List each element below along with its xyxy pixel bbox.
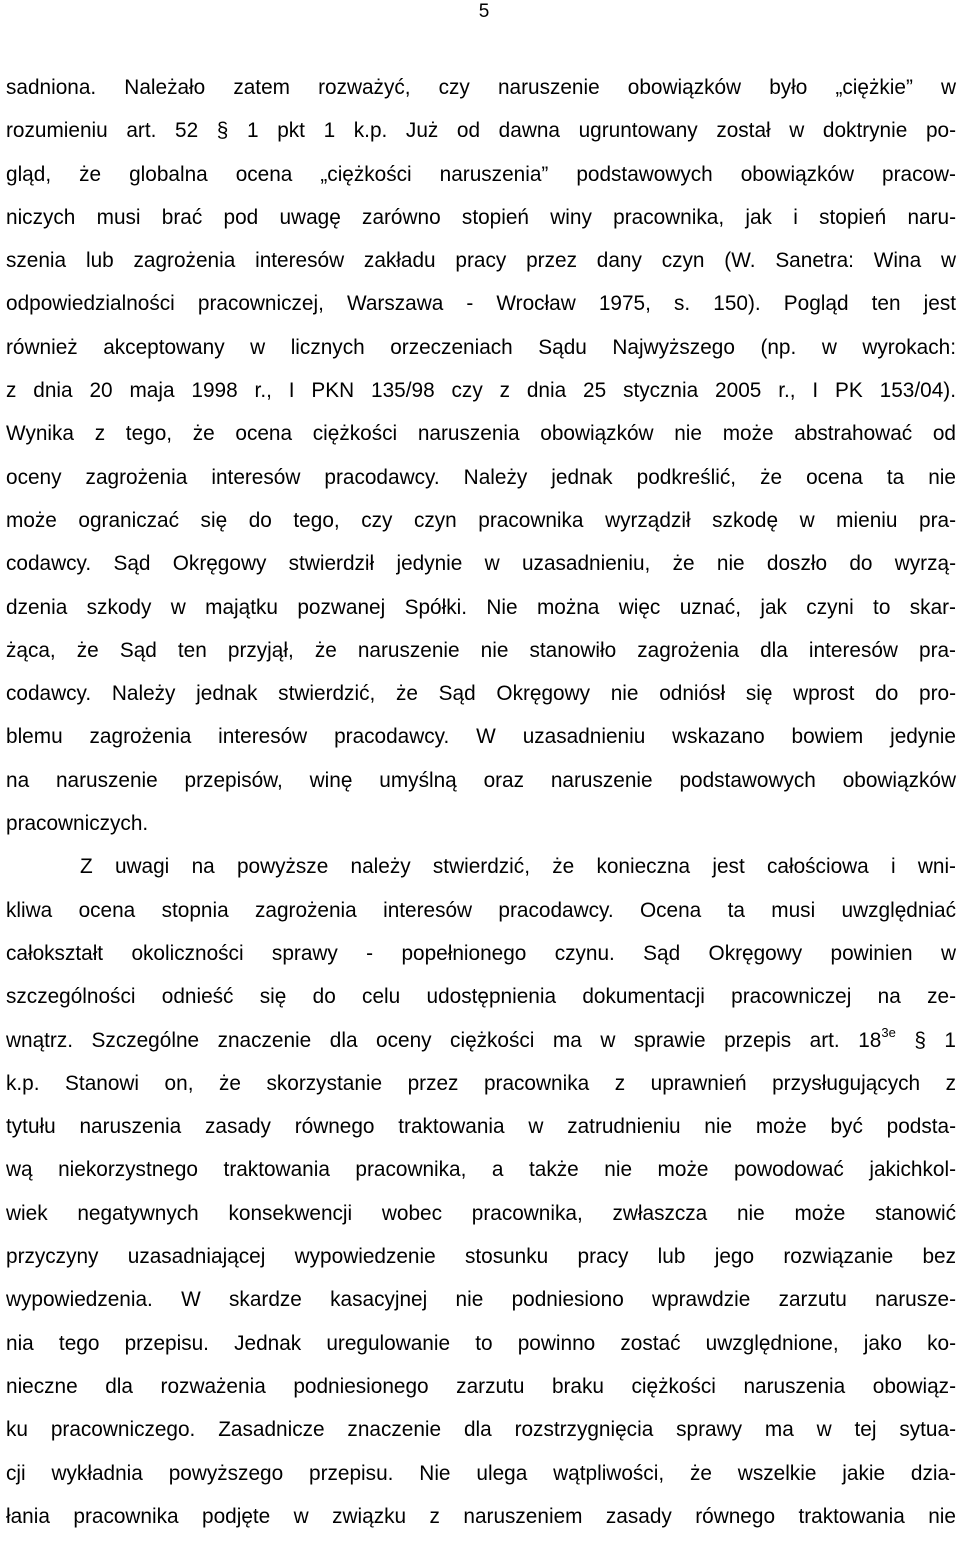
text-line: również akceptowany w licznych orzeczeniach Sądu Najwyższego (np. w wyrokach: — [6, 335, 956, 359]
paragraph-end-line: pracowniczych. — [6, 812, 149, 836]
text-line: kliwa ocena stopnia zagrożenia interesów pracodawcy. Ocena ta musi uwzględniać — [6, 898, 956, 922]
text-line: z dnia 20 maja 1998 r., I PKN 135/98 czy z dnia 25 stycznia 2005 r., I PK 153/04). — [6, 379, 956, 403]
text-line: wypowiedzenia. W skardze kasacyjnej nie podniesiono wprawdzie zarzutu narusze- — [6, 1288, 956, 1312]
document-body — [6, 66, 956, 1538]
text-line: wą niekorzystnego traktowania pracownika, a także nie może powodować jakichkol- — [6, 1158, 956, 1182]
text-line: k.p. Stanowi on, że skorzystanie przez pracownika z uprawnień przysługujących z — [6, 1071, 956, 1095]
text-line: łania pracownika podjęte w związku z naruszeniem zasady równego traktowania nie — [6, 1504, 956, 1528]
text-line: codawcy. Sąd Okręgowy stwierdził jedynie w uzasadnieniu, że nie doszło do wyrzą- — [6, 552, 956, 576]
superscript-marker: 3e — [881, 1024, 896, 1040]
paragraph-start-line: Z uwagi na powyższe należy stwierdzić, że konieczna jest całościowa i wni- — [80, 855, 956, 879]
text-line: szczególności odnieść się do celu udostępnienia dokumentacji pracowniczej na ze- — [6, 985, 956, 1009]
text-line: oceny zagrożenia interesów pracodawcy. Należy jednak podkreślić, że ocena ta nie — [6, 465, 956, 489]
text-line: blemu zagrożenia interesów pracodawcy. W uzasadnieniu wskazano bowiem jedynie — [6, 725, 956, 749]
text-line: wiek negatywnych konsekwencji wobec pracownika, zwłaszcza nie może stanowić — [6, 1201, 956, 1225]
text-line: żąca, że Sąd ten przyjął, że naruszenie nie stanowiło zagrożenia dla interesów pra- — [6, 638, 956, 662]
line-text: wnątrz. Szczególne znaczenie dla oceny ciężkości ma w sprawie przepis art. 18 — [6, 1028, 882, 1052]
text-line: dzenia szkody w majątku pozwanej Spółki. Nie można więc uznać, jak czyni to skar- — [6, 595, 956, 619]
line-text: § 1 — [895, 1028, 956, 1052]
page-number: 5 — [478, 1, 490, 22]
text-line: codawcy. Należy jednak stwierdzić, że Sąd Okręgowy nie odniósł się wprost do pro- — [6, 682, 956, 706]
text-line: sadniona. Należało zatem rozważyć, czy naruszenie obowiązków było „ciężkie” w — [6, 76, 956, 99]
text-line-with-superscript — [6, 1019, 956, 1062]
text-line: gląd, że globalna ocena „ciężkości naruszenia” podstawowych obowiązków pracow- — [6, 162, 956, 186]
text-line: całokształt okoliczności sprawy - popełnionego czynu. Sąd Okręgowy powinien w — [6, 941, 956, 965]
text-line: przyczyny uzasadniającej wypowiedzenie stosunku pracy lub jego rozwiązanie bez — [6, 1245, 956, 1269]
text-line: cji wykładnia powyższego przepisu. Nie ulega wątpliwości, że wszelkie jakie dzia- — [6, 1461, 956, 1485]
text-line: rozumieniu art. 52 § 1 pkt 1 k.p. Już od dawna ugruntowany został w doktrynie po- — [6, 119, 956, 143]
text-line: może ograniczać się do tego, czy czyn pracownika wyrządził szkodę w mieniu pra- — [6, 508, 956, 532]
text-line: nieczne dla rozważenia podniesionego zarzutu braku ciężkości naruszenia obowiąz- — [6, 1374, 956, 1398]
text-line: nia tego przepisu. Jednak uregulowanie to powinno zostać uwzględnione, jako ko- — [6, 1331, 956, 1355]
text-line: na naruszenie przepisów, winę umyślną oraz naruszenie podstawowych obowiązków — [6, 768, 956, 792]
text-line: Wynika z tego, że ocena ciężkości naruszenia obowiązków nie może abstrahować od — [6, 422, 956, 446]
text-line: odpowiedzialności pracowniczej, Warszawa - Wrocław 1975, s. 150). Pogląd ten jest — [6, 292, 956, 316]
text-line: tytułu naruszenia zasady równego traktowania w zatrudnieniu nie może być podsta- — [6, 1115, 956, 1139]
text-line: ku pracowniczego. Zasadnicze znaczenie dla rozstrzygnięcia sprawy ma w tej sytua- — [6, 1418, 956, 1442]
text-line: szenia lub zagrożenia interesów zakładu pracy przez dany czyn (W. Sanetra: Wina w — [6, 249, 956, 273]
text-line: niczych musi brać pod uwagę zarówno stopień winy pracownika, jak i stopień naru- — [6, 205, 956, 229]
